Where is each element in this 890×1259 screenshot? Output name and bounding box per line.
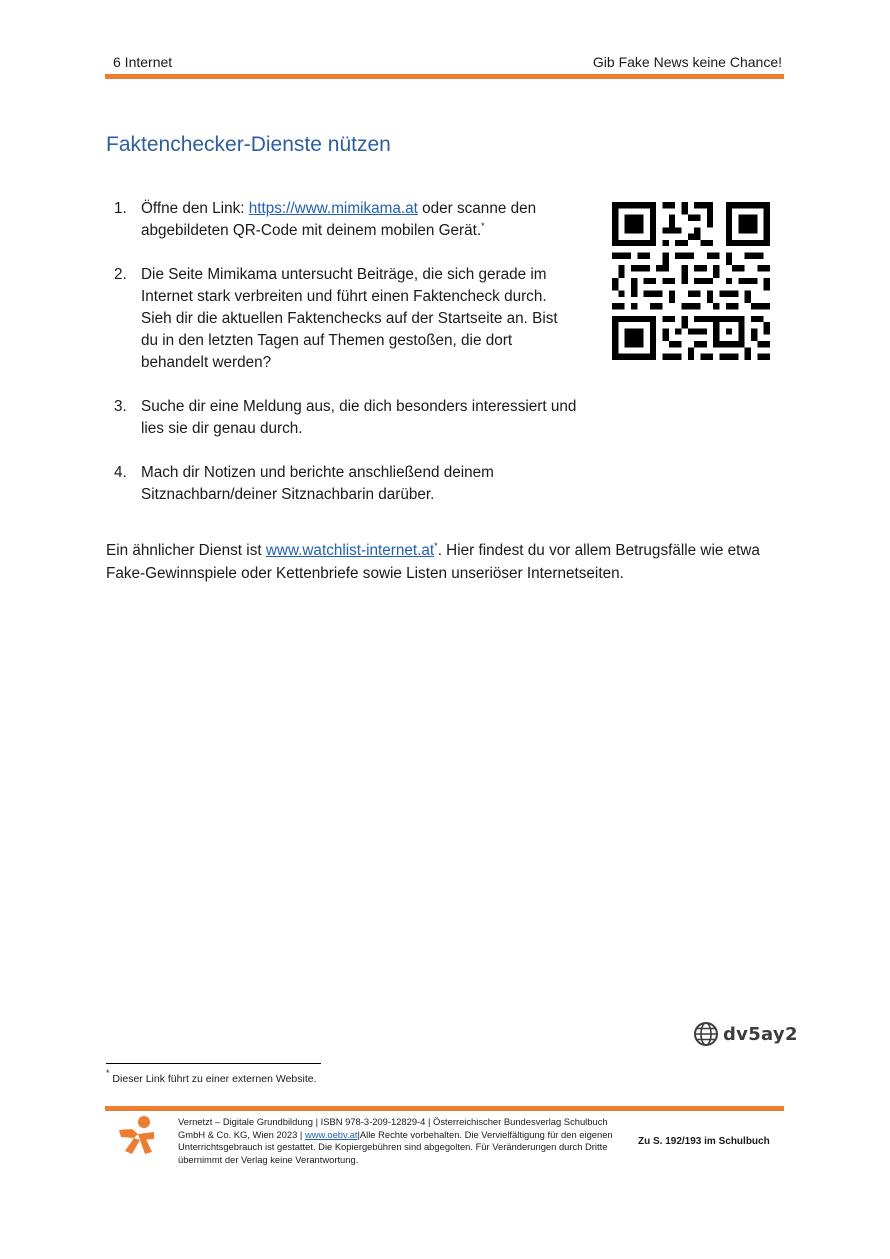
task-list: [107, 198, 577, 528]
watchlist-link[interactable]: www.watchlist-internet.at: [265, 542, 435, 559]
online-code: dv5ay2: [723, 1023, 798, 1045]
task-text: Suche dir eine Meldung aus, die dich besonders interessiert und lies sie dir genau durch.: [141, 398, 577, 437]
paragraph-text: Ein ähnlicher Dienst ist: [106, 542, 266, 559]
task-item-4: [107, 462, 577, 506]
online-code-badge[interactable]: [693, 1021, 798, 1047]
task-text: Öffne den Link:: [141, 200, 249, 217]
info-paragraph: [106, 539, 790, 585]
footnote-divider: [106, 1063, 321, 1064]
globe-icon: [693, 1021, 719, 1047]
footnote-marker: *: [106, 1068, 110, 1078]
footnote: [106, 1068, 317, 1085]
footnote-marker: *: [434, 541, 438, 551]
oebv-link[interactable]: www.oebv.at: [304, 1128, 358, 1140]
header-topic: Gib Fake News keine Chance!: [592, 54, 782, 70]
task-number: 2.: [114, 266, 127, 283]
task-item-3: [107, 396, 577, 440]
footer-text: |Alle Rechte vorbehalten. Die Vervielfältigung für den eigenen Unterrichtsgebrauch ist gestattet. Die Kopiergebühren sind abgegolten. Für Veränderungen durch Dritte übernimmt der Verlag keine Verantwortung.: [178, 1128, 613, 1165]
task-number: 3.: [114, 398, 127, 415]
footnote-text: Dieser Link führt zu einer externen Website.: [109, 1073, 317, 1085]
footer-legal: [178, 1116, 623, 1166]
task-item-2: [107, 264, 577, 374]
header-chapter: 6 Internet: [113, 54, 173, 70]
paragraph-text: . Hier findest du vor allem Betrugsfälle wie etwa Fake-Gewinnspiele oder Kettenbriefe sowie Listen unseriöser Internetseiten.: [106, 542, 760, 582]
task-text: Mach dir Notizen und berichte anschließend deinem Sitznachbarn/deiner Sitznachbarin darüber.: [141, 464, 494, 503]
footnote-marker: *: [481, 221, 485, 231]
header-divider: [105, 74, 784, 79]
page-title: Faktenchecker-Dienste nützen: [106, 133, 391, 156]
publisher-logo-icon: [116, 1115, 158, 1157]
footer-divider: [105, 1106, 784, 1111]
mimikama-link[interactable]: https://www.mimikama.at: [248, 200, 418, 217]
task-number: 1.: [114, 200, 127, 217]
qr-code-icon[interactable]: [612, 202, 770, 360]
task-text: Die Seite Mimikama untersucht Beiträge, die sich gerade im Internet stark verbreiten und führt einen Faktencheck durch. Sieh dir die aktuellen Faktenchecks auf der Startseite an. Bist du in den letzten Tagen auf Themen gestoßen, die dort behandelt werden?: [141, 266, 558, 371]
footer-text: Vernetzt – Digitale Grundbildung | ISBN 978-3-209-12829-4 | Österreichischer Bundesverlag Schulbuch GmbH & Co. KG, Wien 2023 |: [178, 1116, 608, 1140]
task-text: oder scanne den abgebildeten QR-Code mit deinem mobilen Gerät.: [141, 200, 537, 239]
task-item-1: [107, 198, 577, 242]
task-number: 4.: [114, 464, 127, 481]
schoolbook-reference: Zu S. 192/193 im Schulbuch: [638, 1136, 770, 1147]
